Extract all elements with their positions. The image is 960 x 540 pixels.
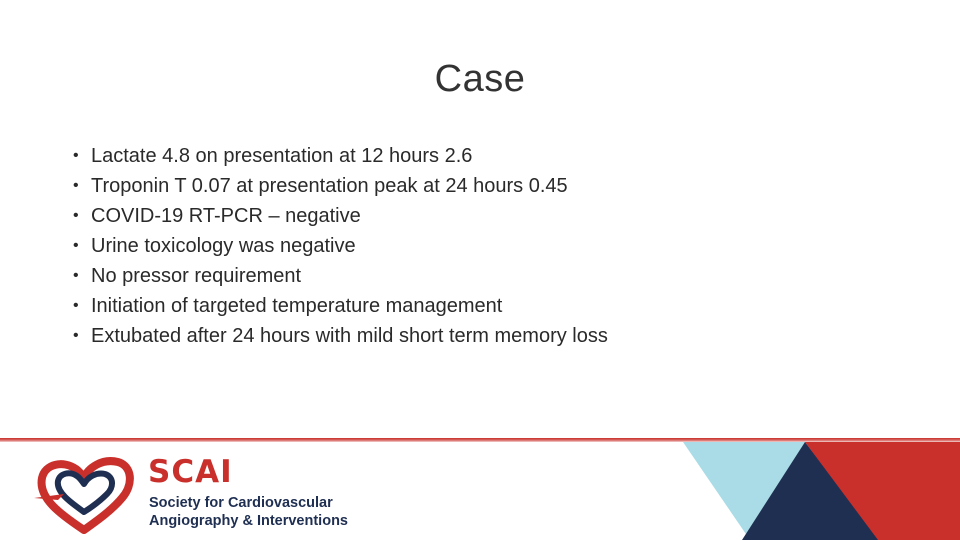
bullet-text: Lactate 4.8 on presentation at 12 hours 2.6 <box>91 145 473 167</box>
footer-band <box>0 438 960 540</box>
list-item <box>72 171 608 201</box>
list-item <box>72 291 608 321</box>
bullet-text: Urine toxicology was negative <box>91 235 356 257</box>
bullet-text: Extubated after 24 hours with mild short term memory loss <box>91 325 608 347</box>
bullet-icon: • <box>73 297 79 314</box>
list-item <box>72 201 608 231</box>
scai-logo <box>30 452 360 536</box>
slide-title: Case <box>434 58 526 100</box>
logo-text-line-2: Angiography & Interventions <box>149 513 348 529</box>
list-item <box>72 141 608 171</box>
bullet-icon: • <box>73 327 79 344</box>
logo-text-line-1: Society for Cardiovascular <box>149 495 333 511</box>
bullet-text: No pressor requirement <box>91 265 302 287</box>
list-item <box>72 261 608 291</box>
bullet-icon: • <box>73 237 79 254</box>
heart-logo-icon <box>30 454 138 534</box>
bullet-list <box>72 141 608 351</box>
list-item <box>72 231 608 261</box>
list-item <box>72 321 608 351</box>
bullet-icon: • <box>73 267 79 284</box>
bullet-text: COVID-19 RT-PCR – negative <box>91 205 361 227</box>
bullet-text: Initiation of targeted temperature management <box>91 295 503 317</box>
bullet-icon: • <box>73 147 79 164</box>
bullet-icon: • <box>73 177 79 194</box>
bullet-icon: • <box>73 207 79 224</box>
bullet-text: Troponin T 0.07 at presentation peak at 24 hours 0.45 <box>91 175 568 197</box>
logo-acronym: SCAI <box>148 454 233 490</box>
